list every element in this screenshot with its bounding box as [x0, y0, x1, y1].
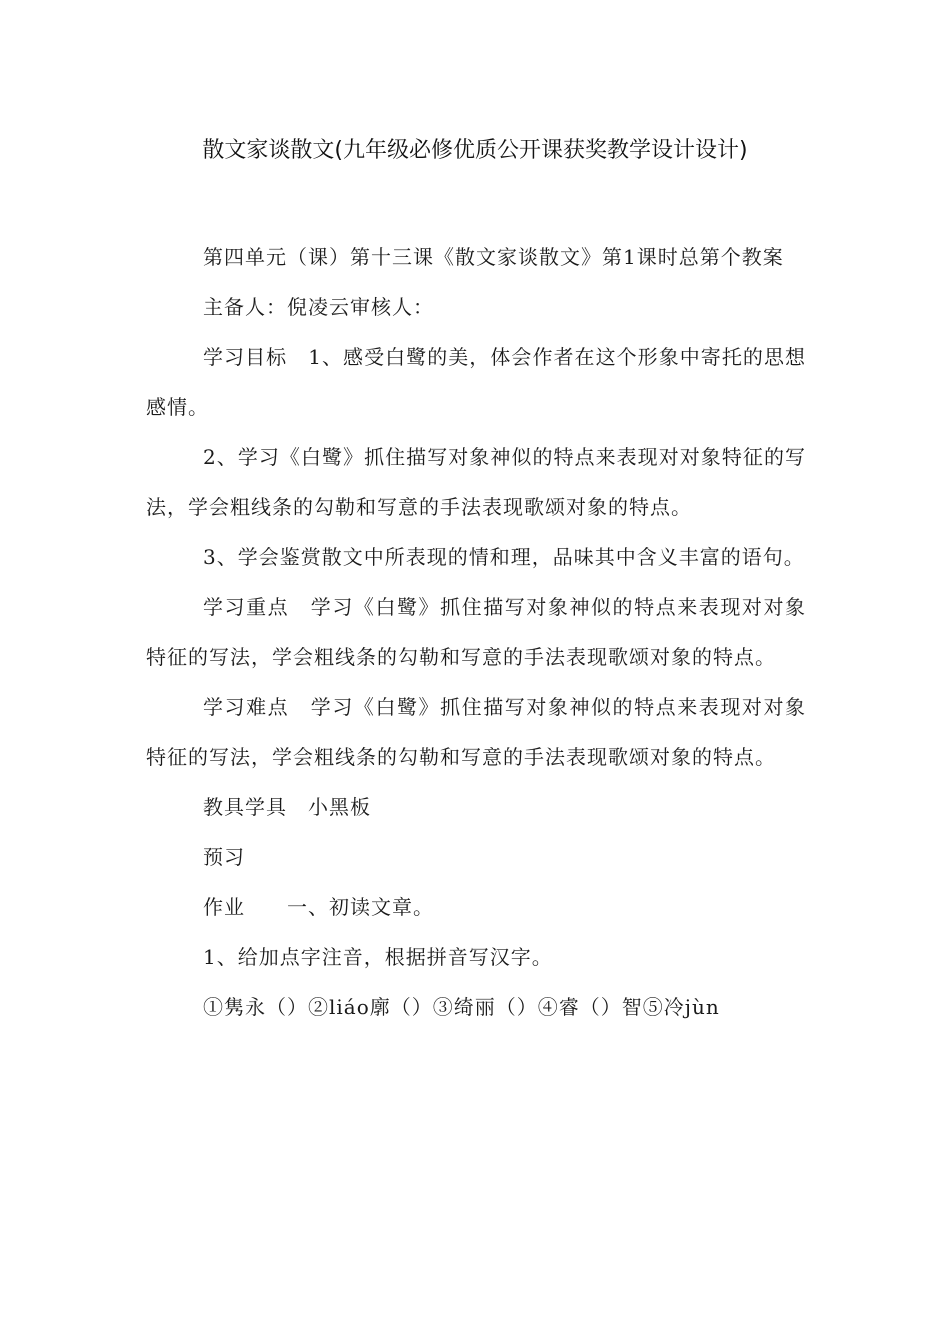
paragraph-pinyin-items: ①隽永（）②liáo廓（）③绮丽（）④睿（）智⑤冷jùn — [203, 995, 720, 1019]
paragraph-exercise-1: 1、给加点字注音，根据拼音写汉字。 — [203, 945, 553, 969]
paragraph-teaching-aids: 教具学具 小黑板 — [203, 795, 371, 819]
paragraph-objective-1: 学习目标 1、感受白鹭的美，体会作者在这个形象中寄托的思想感情。 — [146, 345, 806, 419]
paragraph-objective-2: 2、学习《白鹭》抓住描写对象神似的特点来表现对对象特征的写法，学会粗线条的勾勒和写意的手法表现歌颂对象的特点。 — [146, 445, 806, 519]
document-title: 散文家谈散文(九年级必修优质公开课获奖教学设计设计) — [202, 138, 748, 163]
paragraph-objective-3: 3、学会鉴赏散文中所表现的情和理，品味其中含义丰富的语句。 — [203, 545, 805, 569]
paragraph-preparer: 主备人：倪凌云审核人： — [203, 295, 434, 319]
paragraph-key-points: 学习重点 学习《白鹭》抓住描写对象神似的特点来表现对对象特征的写法，学会粗线条的勾勒和写意的手法表现歌颂对象的特点。 — [146, 595, 806, 669]
paragraph-homework: 作业 一、初读文章。 — [203, 895, 434, 919]
document-body — [146, 232, 806, 1032]
paragraph-lesson-info: 第四单元（课）第十三课《散文家谈散文》第1课时总第个教案 — [203, 245, 784, 269]
paragraph-difficulties: 学习难点 学习《白鹭》抓住描写对象神似的特点来表现对对象特征的写法，学会粗线条的勾勒和写意的手法表现歌颂对象的特点。 — [146, 695, 806, 769]
paragraph-preview: 预习 — [203, 845, 245, 869]
